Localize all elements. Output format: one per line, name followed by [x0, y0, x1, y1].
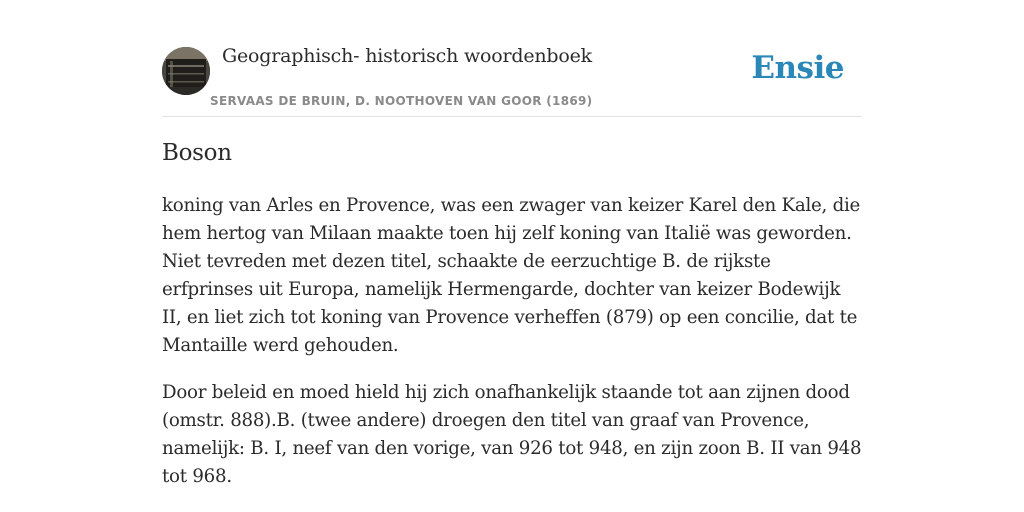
brand-logo[interactable]: Ensie: [751, 50, 844, 86]
entry-paragraph-2: Door beleid en moed hield hij zich onafhankelijk staande tot aan zijnen dood (omstr. 888).B. (twee andere) droegen den titel van graaf van Provence, namelijk: B. I, neef van den vorige, van 926 tot 948, en zijn zoon B. II van 948 tot 968.: [162, 382, 862, 487]
book-cover-icon[interactable]: [162, 47, 210, 95]
entry-body: [162, 192, 862, 510]
book-authors: SERVAAS DE BRUIN, D. NOOTHOVEN VAN GOOR (1869): [210, 94, 593, 108]
entry-paragraph-1: koning van Arles en Provence, was een zwager van keizer Karel den Kale, die hem hertog van Milaan maakte toen hij zelf koning van Italië was geworden. Niet tevreden met dezen titel, schaakte de eerzuchtige B. de rijkste erfprinses uit Europa, namelijk Hermengarde, dochter van keizer Bodewijk II, en liet zich tot koning van Provence verheffen (879) op een concilie, dat te Mantaille werd gehouden.: [162, 195, 861, 356]
header: [162, 40, 862, 117]
book-title[interactable]: Geographisch- historisch woordenboek: [222, 45, 592, 67]
entry-title: Boson: [162, 140, 232, 166]
